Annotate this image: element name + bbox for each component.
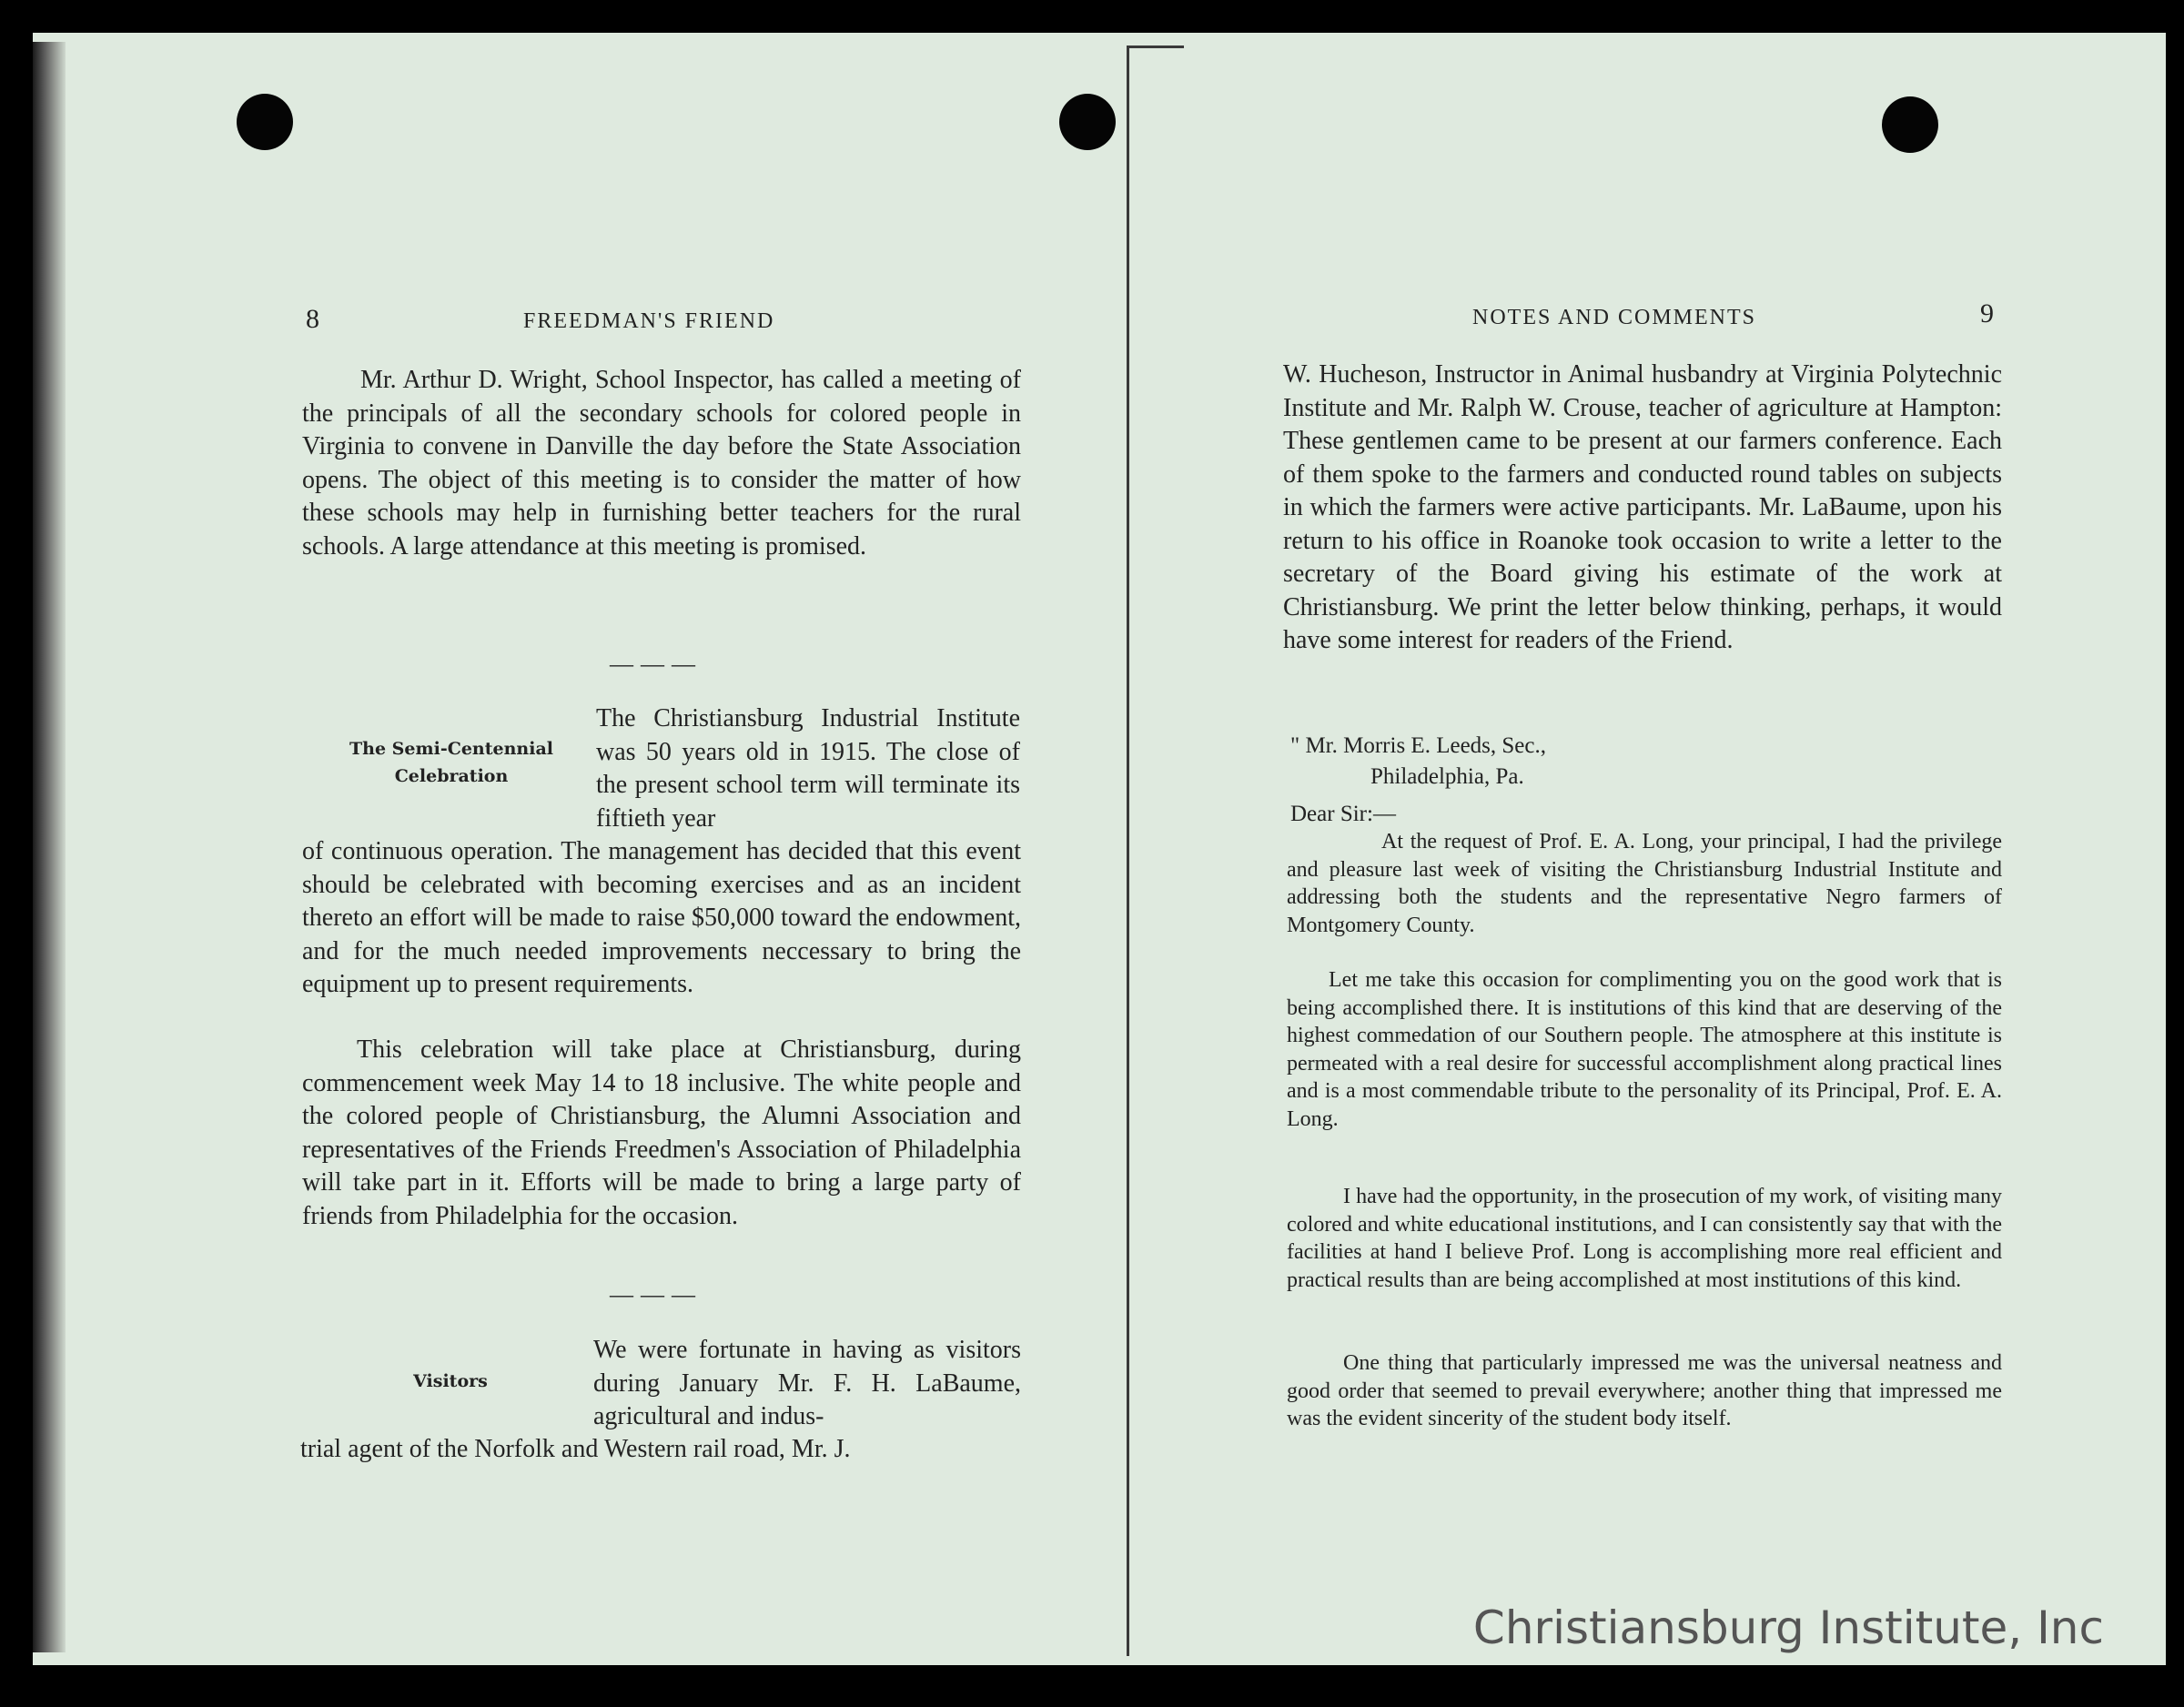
running-head: NOTES AND COMMENTS — [1472, 306, 1757, 329]
center-fold — [1127, 45, 1129, 1656]
letter-address: " Mr. Morris E. Leeds, Sec., — [1290, 733, 1546, 758]
letter-address: Philadelphia, Pa. — [1370, 764, 1524, 789]
punch-hole — [237, 94, 293, 150]
archive-watermark: Christiansburg Institute, Inc — [1472, 1601, 2104, 1654]
letter-salutation: Dear Sir:— — [1290, 802, 1396, 826]
section-divider: ——— — [610, 1281, 703, 1308]
letter-paragraph: I have had the opportunity, in the prosecution of my work, of visiting many colored and white educational institutions, and I can consistently say that with the facilities at hand I believe Prof. Long is accomplishing more real efficient and practical results than are being accomplished at most institutions of this kind. — [1287, 1185, 2002, 1292]
side-heading: Visitors — [413, 1371, 488, 1391]
letter-paragraph: One thing that particularly impressed me was the universal neatness and good order that seemed to prevail everywhere; another thing that impressed me was the evident sincerity of the student body itself. — [1287, 1351, 2002, 1430]
paragraph: This celebration will take place at Christiansburg, during commencement week May 14 to 18 inclusive. The white people and the colored people of Christiansburg, the Alumni Association and representatives of the Friends Freedmen's Association of Philadelphia will take part in it. Efforts will be made to bring a large party of friends from Philadelphia for the occasion. — [302, 1035, 1021, 1230]
paragraph: of continuous operation. The management has decided that this event should be celebrated with becoming exercises and as an incident thereto an effort will be made to raise $50,000 toward the endowment, and for the much needed improvements neccessary to bring the equipment up to present requirements. — [302, 837, 1021, 998]
paragraph: trial agent of the Norfolk and Western rail road, Mr. J. — [300, 1435, 851, 1463]
paragraph: Mr. Arthur D. Wright, School Inspector, has called a meeting of the principals of all the secondary schools for colored people in Virginia to convene in Danville the day before the State Association opens. The object of this meeting is to consider the matter of how these schools may help in furnishing better teachers for the rural schools. A large attendance at this meeting is promised. — [302, 366, 1021, 561]
punch-hole — [1882, 96, 1938, 153]
paragraph: We were fortunate in having as visitors during January Mr. F. H. LaBaume, agricultural and indus- — [593, 1336, 1021, 1430]
page-number: 8 — [306, 304, 319, 334]
paragraph: The Christiansburg Industrial Institute was 50 years old in 1915. The close of the present school term will terminate its fiftieth year — [596, 704, 1020, 833]
binding-edge — [33, 42, 66, 1652]
side-heading: The Semi-Centennial Celebration — [349, 739, 553, 786]
punch-hole — [1059, 94, 1116, 150]
running-head: FREEDMAN'S FRIEND — [523, 309, 775, 333]
fold-corner — [1129, 45, 1184, 48]
page-number: 9 — [1980, 298, 1994, 328]
letter-paragraph: At the request of Prof. E. A. Long, your principal, I had the privilege and pleasure last week of visiting the Christiansburg Industrial Institute and addressing both the students and the representative Negro farmers of Montgomery County. — [1287, 830, 2002, 937]
paragraph: W. Hucheson, Instructor in Animal husbandry at Virginia Polytechnic Institute and Mr. Ralph W. Crouse, teacher of agriculture at Hampton: These gentlemen came to be present at our farmers conference. Each of them spoke to the farmers and conducted round tables on subjects in which the farmers were active participants. Mr. LaBaume, upon his return to his office in Roanoke took occasion to write a letter to the secretary of the Board giving his estimate of the work at Christiansburg. We print the letter below thinking, perhaps, it would have some interest for readers of the Friend. — [1283, 360, 2002, 654]
letter-paragraph: Let me take this occasion for complimenting you on the good work that is being accomplished there. It is institutions of this kind that are deserving of the highest commedation of our Southern people. The atmosphere at this institute is permeated with a real desire for successful accomplishment along practical lines and is a most commendable tribute to the personality of its Principal, Prof. E. A. Long. — [1287, 968, 2002, 1131]
section-divider: ——— — [610, 651, 703, 677]
